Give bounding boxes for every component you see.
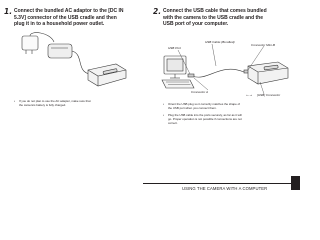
footer-rule xyxy=(143,183,299,184)
label-usb-port: USB Port xyxy=(168,46,181,50)
step-2-instruction: Connect the USB cable that comes bundled with the camera to the USB cradle and the USB port of your computer. xyxy=(163,8,267,28)
step-2-note-1: Orient the USB plug so it correctly matches the shape of the USB port when you connect them. xyxy=(168,102,240,111)
label-connector-mini-b: Connector Mini-B xyxy=(251,43,275,47)
step-1-instruction: Connect the bundled AC adaptor to the [DC IN 5.3V] connector of the USB cradle and then plug it in to a household power outlet. xyxy=(14,8,124,28)
step-2-note-2: Plug the USB cable into the ports securely, as far as it will go. Proper operation is not possible if connections are not correct. xyxy=(168,113,242,126)
step-2-number: 2. xyxy=(153,7,162,16)
footer-page-tab xyxy=(291,176,300,190)
step-1-note: If you do not plan to use the AC adaptor, make sure that the camera's battery is fully charged. xyxy=(19,99,91,108)
label-connector-a: Connector A xyxy=(191,90,209,94)
step-2-bullet-dot-1: • xyxy=(163,102,165,106)
step-2-bullet-dot-2: • xyxy=(163,113,165,117)
label-usb-connector: [USB] Connector xyxy=(257,93,281,97)
step-1-number: 1. xyxy=(4,7,13,16)
label-usb-cable: USB Cable (Bundled) xyxy=(205,40,235,44)
ac-adaptor-illustration xyxy=(20,34,130,94)
step-1-bullet-dot: • xyxy=(14,99,16,103)
usb-symbol-icon: ⭠·⭢ xyxy=(246,93,252,97)
footer-section-title: USING THE CAMERA WITH A COMPUTER xyxy=(182,186,268,191)
